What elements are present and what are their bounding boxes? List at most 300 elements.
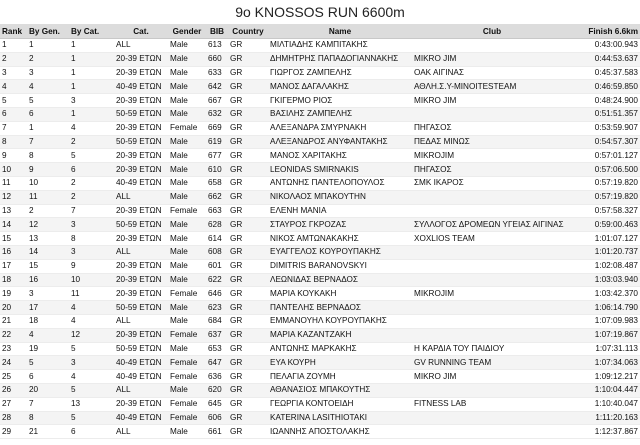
cell-finish: 0:53:59.907 bbox=[572, 121, 640, 135]
cell-rank: 28 bbox=[0, 411, 27, 425]
cell-category: 40-49 ΕΤΩΝ bbox=[114, 80, 168, 94]
cell-rank: 8 bbox=[0, 135, 27, 149]
table-row bbox=[0, 342, 640, 356]
cell-gender: Female bbox=[168, 287, 206, 301]
cell-rank: 4 bbox=[0, 80, 27, 94]
cell-bib: 632 bbox=[206, 107, 228, 121]
cell-rank: 15 bbox=[0, 232, 27, 246]
cell-by-gender: 6 bbox=[27, 107, 69, 121]
cell-name: ΓΙΩΡΓΟΣ ΖΑΜΠΕΛΗΣ bbox=[268, 66, 412, 80]
cell-gender: Female bbox=[168, 328, 206, 342]
cell-category: ALL bbox=[114, 314, 168, 328]
cell-name: ΕΥΑ ΚΟΥΡΗ bbox=[268, 356, 412, 370]
cell-club bbox=[412, 190, 572, 204]
table-row bbox=[0, 259, 640, 273]
cell-by-category: 4 bbox=[69, 370, 114, 384]
cell-bib: 633 bbox=[206, 66, 228, 80]
cell-by-category: 10 bbox=[69, 273, 114, 287]
cell-name: ΑΝΤΩΝΗΣ ΠΑΝΤΕΛΟΠΟΥΛΟΣ bbox=[268, 176, 412, 190]
cell-rank: 17 bbox=[0, 259, 27, 273]
cell-by-category: 13 bbox=[69, 397, 114, 411]
cell-country: GR bbox=[228, 107, 268, 121]
cell-by-category: 1 bbox=[69, 80, 114, 94]
cell-by-gender: 19 bbox=[27, 342, 69, 356]
cell-category: 50-59 ΕΤΩΝ bbox=[114, 301, 168, 315]
table-row bbox=[0, 314, 640, 328]
cell-by-gender: 17 bbox=[27, 301, 69, 315]
cell-country: GR bbox=[228, 245, 268, 259]
cell-by-category: 4 bbox=[69, 301, 114, 315]
col-header-country[interactable]: Country bbox=[228, 24, 268, 39]
cell-name: ΠΑΝΤΕΛΗΣ ΒΕΡΝΑΔΟΣ bbox=[268, 301, 412, 315]
cell-country: GR bbox=[228, 66, 268, 80]
col-header-bib[interactable]: BIB bbox=[206, 24, 228, 39]
cell-name: ΕΛΕΝΗ ΜΑΝΙΑ bbox=[268, 204, 412, 218]
cell-rank: 16 bbox=[0, 245, 27, 259]
cell-country: GR bbox=[228, 411, 268, 425]
cell-by-gender: 18 bbox=[27, 314, 69, 328]
cell-rank: 22 bbox=[0, 328, 27, 342]
cell-rank: 12 bbox=[0, 190, 27, 204]
cell-finish: 1:07:09.983 bbox=[572, 314, 640, 328]
cell-finish: 0:48:24.900 bbox=[572, 94, 640, 108]
cell-gender: Female bbox=[168, 121, 206, 135]
cell-by-category: 2 bbox=[69, 135, 114, 149]
cell-rank: 11 bbox=[0, 176, 27, 190]
cell-country: GR bbox=[228, 425, 268, 439]
cell-club: ΣΜΚ ΙΚΑΡΟΣ bbox=[412, 176, 572, 190]
cell-name: ΣΤΑΥΡΟΣ ΓΚΡΟΖΑΣ bbox=[268, 218, 412, 232]
cell-country: GR bbox=[228, 356, 268, 370]
cell-category: ALL bbox=[114, 245, 168, 259]
cell-bib: 606 bbox=[206, 411, 228, 425]
cell-gender: Male bbox=[168, 301, 206, 315]
cell-country: GR bbox=[228, 52, 268, 66]
cell-category: 20-39 ΕΤΩΝ bbox=[114, 397, 168, 411]
cell-club: Η ΚΑΡΔΙΑ ΤΟΥ ΠΑΙΔΙΟΥ bbox=[412, 342, 572, 356]
cell-name: DIMITRIS BARANOVSKYI bbox=[268, 259, 412, 273]
cell-finish: 0:57:58.327 bbox=[572, 204, 640, 218]
cell-bib: 623 bbox=[206, 301, 228, 315]
cell-finish: 0:57:01.127 bbox=[572, 149, 640, 163]
cell-finish: 0:59:00.463 bbox=[572, 218, 640, 232]
cell-by-category: 12 bbox=[69, 328, 114, 342]
cell-finish: 1:07:34.063 bbox=[572, 356, 640, 370]
cell-gender: Female bbox=[168, 411, 206, 425]
col-header-finish[interactable]: Finish 6.6km bbox=[572, 24, 640, 39]
cell-by-category: 11 bbox=[69, 287, 114, 301]
cell-by-gender: 7 bbox=[27, 397, 69, 411]
cell-country: GR bbox=[228, 80, 268, 94]
table-row bbox=[0, 94, 640, 108]
table-row bbox=[0, 425, 640, 439]
table-row bbox=[0, 370, 640, 384]
cell-by-category: 1 bbox=[69, 66, 114, 80]
cell-bib: 614 bbox=[206, 232, 228, 246]
cell-category: 20-39 ΕΤΩΝ bbox=[114, 259, 168, 273]
cell-by-category: 5 bbox=[69, 383, 114, 397]
table-row bbox=[0, 218, 640, 232]
cell-category: 50-59 ΕΤΩΝ bbox=[114, 135, 168, 149]
cell-by-category: 1 bbox=[69, 39, 114, 53]
cell-country: GR bbox=[228, 204, 268, 218]
cell-by-category: 3 bbox=[69, 245, 114, 259]
cell-name: ΜΑΡΙΑ ΚΑΖΑΝΤΖΑΚΗ bbox=[268, 328, 412, 342]
cell-gender: Male bbox=[168, 314, 206, 328]
cell-rank: 20 bbox=[0, 301, 27, 315]
cell-bib: 610 bbox=[206, 163, 228, 177]
cell-country: GR bbox=[228, 135, 268, 149]
cell-category: 40-49 ΕΤΩΝ bbox=[114, 356, 168, 370]
cell-category: 20-39 ΕΤΩΝ bbox=[114, 232, 168, 246]
cell-rank: 10 bbox=[0, 163, 27, 177]
table-row bbox=[0, 411, 640, 425]
cell-bib: 661 bbox=[206, 425, 228, 439]
cell-name: ΜΑΡΙΑ ΚΟΥΚΑΚΗ bbox=[268, 287, 412, 301]
cell-by-gender: 4 bbox=[27, 80, 69, 94]
cell-category: 40-49 ΕΤΩΝ bbox=[114, 411, 168, 425]
cell-finish: 0:45:37.583 bbox=[572, 66, 640, 80]
cell-category: 20-39 ΕΤΩΝ bbox=[114, 163, 168, 177]
col-header-name[interactable]: Name bbox=[268, 24, 412, 39]
cell-bib: 677 bbox=[206, 149, 228, 163]
cell-by-gender: 6 bbox=[27, 370, 69, 384]
table-row bbox=[0, 301, 640, 315]
cell-rank: 26 bbox=[0, 383, 27, 397]
cell-finish: 1:10:40.047 bbox=[572, 397, 640, 411]
cell-by-gender: 10 bbox=[27, 176, 69, 190]
cell-bib: 660 bbox=[206, 52, 228, 66]
cell-bib: 647 bbox=[206, 356, 228, 370]
cell-gender: Male bbox=[168, 94, 206, 108]
table-row bbox=[0, 39, 640, 53]
table-row bbox=[0, 232, 640, 246]
cell-country: GR bbox=[228, 218, 268, 232]
cell-gender: Male bbox=[168, 218, 206, 232]
col-header-rank[interactable]: Rank bbox=[0, 24, 27, 39]
cell-rank: 1 bbox=[0, 39, 27, 53]
cell-club: XOXLIOS TEAM bbox=[412, 232, 572, 246]
cell-bib: 684 bbox=[206, 314, 228, 328]
cell-category: ALL bbox=[114, 39, 168, 53]
cell-bib: 658 bbox=[206, 176, 228, 190]
cell-category: 20-39 ΕΤΩΝ bbox=[114, 273, 168, 287]
cell-bib: 669 bbox=[206, 121, 228, 135]
cell-club bbox=[412, 204, 572, 218]
results-table bbox=[0, 24, 640, 439]
cell-category: 20-39 ΕΤΩΝ bbox=[114, 52, 168, 66]
table-row bbox=[0, 80, 640, 94]
cell-name: ΓΕΩΡΓΙΑ ΚΟΝΤΟΕΙΔΗ bbox=[268, 397, 412, 411]
cell-finish: 1:10:04.447 bbox=[572, 383, 640, 397]
cell-country: GR bbox=[228, 121, 268, 135]
cell-rank: 9 bbox=[0, 149, 27, 163]
cell-by-gender: 21 bbox=[27, 425, 69, 439]
cell-rank: 19 bbox=[0, 287, 27, 301]
cell-bib: 646 bbox=[206, 287, 228, 301]
cell-finish: 0:57:19.820 bbox=[572, 190, 640, 204]
cell-gender: Male bbox=[168, 383, 206, 397]
cell-finish: 0:44:53.637 bbox=[572, 52, 640, 66]
results-body bbox=[0, 39, 640, 439]
cell-country: GR bbox=[228, 397, 268, 411]
table-header-row bbox=[0, 24, 640, 39]
cell-name: ΔΗΜΗΤΡΗΣ ΠΑΠΑΔΟΓΙΑΝΝΑΚΗΣ bbox=[268, 52, 412, 66]
cell-by-gender: 1 bbox=[27, 39, 69, 53]
cell-gender: Female bbox=[168, 370, 206, 384]
cell-category: ALL bbox=[114, 383, 168, 397]
cell-bib: 628 bbox=[206, 218, 228, 232]
cell-club: MIKRO JIM bbox=[412, 52, 572, 66]
cell-club: MIKRO JIM bbox=[412, 370, 572, 384]
cell-category: 50-59 ΕΤΩΝ bbox=[114, 342, 168, 356]
cell-by-category: 1 bbox=[69, 52, 114, 66]
cell-by-gender: 14 bbox=[27, 245, 69, 259]
col-header-club[interactable]: Club bbox=[412, 24, 572, 39]
cell-by-gender: 7 bbox=[27, 135, 69, 149]
cell-rank: 7 bbox=[0, 121, 27, 135]
cell-gender: Male bbox=[168, 176, 206, 190]
cell-by-gender: 11 bbox=[27, 190, 69, 204]
table-row bbox=[0, 135, 640, 149]
cell-name: ΝΙΚΟΣ ΑΜΤΩΝΑΚΑΚΗΣ bbox=[268, 232, 412, 246]
cell-club bbox=[412, 383, 572, 397]
col-header-by-category[interactable]: By Cat. bbox=[69, 24, 114, 39]
cell-bib: 663 bbox=[206, 204, 228, 218]
cell-bib: 642 bbox=[206, 80, 228, 94]
cell-by-gender: 13 bbox=[27, 232, 69, 246]
cell-club bbox=[412, 245, 572, 259]
cell-by-category: 3 bbox=[69, 94, 114, 108]
cell-club: MIKRO JIM bbox=[412, 94, 572, 108]
cell-gender: Male bbox=[168, 342, 206, 356]
cell-name: KATERINA LASITHIOTAKI bbox=[268, 411, 412, 425]
cell-finish: 1:03:42.370 bbox=[572, 287, 640, 301]
cell-country: GR bbox=[228, 287, 268, 301]
cell-by-gender: 8 bbox=[27, 149, 69, 163]
cell-country: GR bbox=[228, 190, 268, 204]
cell-rank: 29 bbox=[0, 425, 27, 439]
cell-by-gender: 3 bbox=[27, 287, 69, 301]
cell-name: ΑΛΕΞΑΝΔΡΑ ΣΜΥΡΝΑΚΗ bbox=[268, 121, 412, 135]
cell-gender: Male bbox=[168, 149, 206, 163]
cell-finish: 1:02:08.487 bbox=[572, 259, 640, 273]
cell-name: ΜΑΝΟΣ ΔΑΓΑΛΑΚΗΣ bbox=[268, 80, 412, 94]
cell-gender: Female bbox=[168, 397, 206, 411]
table-row bbox=[0, 176, 640, 190]
cell-name: ΑΝΤΩΝΗΣ ΜΑΡΚΑΚΗΣ bbox=[268, 342, 412, 356]
cell-club bbox=[412, 259, 572, 273]
table-row bbox=[0, 52, 640, 66]
cell-by-gender: 16 bbox=[27, 273, 69, 287]
cell-name: ΜΙΛΤΙΑΔΗΣ ΚΑΜΠΙΤΑΚΗΣ bbox=[268, 39, 412, 53]
cell-bib: 636 bbox=[206, 370, 228, 384]
cell-category: 40-49 ΕΤΩΝ bbox=[114, 176, 168, 190]
cell-rank: 14 bbox=[0, 218, 27, 232]
cell-bib: 653 bbox=[206, 342, 228, 356]
cell-by-gender: 15 bbox=[27, 259, 69, 273]
cell-by-category: 3 bbox=[69, 356, 114, 370]
table-row bbox=[0, 397, 640, 411]
cell-by-category: 6 bbox=[69, 425, 114, 439]
table-row bbox=[0, 245, 640, 259]
table-row bbox=[0, 356, 640, 370]
table-row bbox=[0, 383, 640, 397]
cell-category: 20-39 ΕΤΩΝ bbox=[114, 149, 168, 163]
cell-country: GR bbox=[228, 94, 268, 108]
cell-gender: Male bbox=[168, 259, 206, 273]
cell-by-category: 5 bbox=[69, 149, 114, 163]
cell-finish: 1:07:31.113 bbox=[572, 342, 640, 356]
cell-bib: 619 bbox=[206, 135, 228, 149]
cell-by-category: 8 bbox=[69, 232, 114, 246]
cell-category: 40-49 ΕΤΩΝ bbox=[114, 370, 168, 384]
cell-name: ΒΑΣΙΛΗΣ ΖΑΜΠΕΛΗΣ bbox=[268, 107, 412, 121]
cell-name: LEONIDAS SMIRNAKIS bbox=[268, 163, 412, 177]
cell-bib: 662 bbox=[206, 190, 228, 204]
cell-country: GR bbox=[228, 232, 268, 246]
cell-country: GR bbox=[228, 273, 268, 287]
cell-rank: 21 bbox=[0, 314, 27, 328]
cell-by-category: 4 bbox=[69, 314, 114, 328]
cell-club bbox=[412, 39, 572, 53]
cell-club: ΠΗΓΑΣΟΣ bbox=[412, 121, 572, 135]
cell-club: GV RUNNING TEAM bbox=[412, 356, 572, 370]
cell-by-gender: 8 bbox=[27, 411, 69, 425]
table-row bbox=[0, 287, 640, 301]
cell-gender: Male bbox=[168, 232, 206, 246]
cell-bib: 620 bbox=[206, 383, 228, 397]
cell-category: 20-39 ΕΤΩΝ bbox=[114, 94, 168, 108]
cell-club bbox=[412, 107, 572, 121]
table-row bbox=[0, 66, 640, 80]
cell-name: ΕΥΑΓΓΕΛΟΣ ΚΟΥΡΟΥΠΑΚΗΣ bbox=[268, 245, 412, 259]
cell-country: GR bbox=[228, 342, 268, 356]
cell-rank: 3 bbox=[0, 66, 27, 80]
cell-club bbox=[412, 301, 572, 315]
cell-bib: 608 bbox=[206, 245, 228, 259]
cell-country: GR bbox=[228, 163, 268, 177]
cell-by-category: 6 bbox=[69, 163, 114, 177]
table-row bbox=[0, 121, 640, 135]
cell-name: ΜΑΝΟΣ ΧΑΡΙΤΑΚΗΣ bbox=[268, 149, 412, 163]
cell-finish: 1:07:19.867 bbox=[572, 328, 640, 342]
cell-finish: 1:12:37.867 bbox=[572, 425, 640, 439]
cell-by-gender: 5 bbox=[27, 356, 69, 370]
cell-name: ΑΛΕΞΑΝΔΡΟΣ ΑΝΥΦΑΝΤΑΚΗΣ bbox=[268, 135, 412, 149]
cell-club: ΑΘΛΗ.Σ.Υ-MINOITESTEAM bbox=[412, 80, 572, 94]
table-row bbox=[0, 273, 640, 287]
cell-by-category: 1 bbox=[69, 107, 114, 121]
cell-name: ΛΕΩΝΙΔΑΣ ΒΕΡΝΑΔΟΣ bbox=[268, 273, 412, 287]
cell-finish: 1:09:12.217 bbox=[572, 370, 640, 384]
cell-by-category: 5 bbox=[69, 342, 114, 356]
cell-country: GR bbox=[228, 149, 268, 163]
cell-bib: 601 bbox=[206, 259, 228, 273]
cell-bib: 637 bbox=[206, 328, 228, 342]
cell-finish: 0:43:00.943 bbox=[572, 39, 640, 53]
cell-name: ΑΘΑΝΑΣΙΟΣ ΜΠΑΚΟΥΤΗΣ bbox=[268, 383, 412, 397]
cell-club: ΟΑΚ ΑΙΓΙΝΑΣ bbox=[412, 66, 572, 80]
cell-club bbox=[412, 314, 572, 328]
cell-category: 20-39 ΕΤΩΝ bbox=[114, 287, 168, 301]
cell-gender: Male bbox=[168, 245, 206, 259]
cell-finish: 1:11:20.163 bbox=[572, 411, 640, 425]
cell-by-category: 9 bbox=[69, 259, 114, 273]
cell-category: 20-39 ΕΤΩΝ bbox=[114, 204, 168, 218]
cell-gender: Male bbox=[168, 107, 206, 121]
cell-finish: 0:51:51.357 bbox=[572, 107, 640, 121]
table-row bbox=[0, 163, 640, 177]
cell-country: GR bbox=[228, 301, 268, 315]
table-row bbox=[0, 149, 640, 163]
cell-country: GR bbox=[228, 370, 268, 384]
cell-gender: Female bbox=[168, 356, 206, 370]
cell-category: 20-39 ΕΤΩΝ bbox=[114, 328, 168, 342]
cell-bib: 622 bbox=[206, 273, 228, 287]
cell-country: GR bbox=[228, 176, 268, 190]
cell-country: GR bbox=[228, 314, 268, 328]
cell-club bbox=[412, 273, 572, 287]
cell-bib: 645 bbox=[206, 397, 228, 411]
cell-club: FITNESS LAB bbox=[412, 397, 572, 411]
cell-gender: Male bbox=[168, 66, 206, 80]
cell-by-category: 4 bbox=[69, 121, 114, 135]
cell-finish: 0:46:59.850 bbox=[572, 80, 640, 94]
cell-finish: 0:57:19.820 bbox=[572, 176, 640, 190]
cell-gender: Male bbox=[168, 39, 206, 53]
cell-rank: 23 bbox=[0, 342, 27, 356]
col-header-by-gender[interactable]: By Gen. bbox=[27, 24, 69, 39]
cell-name: ΠΕΛΑΓΙΑ ΖΟΥΜΗ bbox=[268, 370, 412, 384]
cell-bib: 667 bbox=[206, 94, 228, 108]
table-row bbox=[0, 204, 640, 218]
cell-category: 50-59 ΕΤΩΝ bbox=[114, 107, 168, 121]
cell-gender: Female bbox=[168, 204, 206, 218]
cell-rank: 25 bbox=[0, 370, 27, 384]
cell-club: MIKROJIM bbox=[412, 149, 572, 163]
cell-finish: 1:03:03.940 bbox=[572, 273, 640, 287]
cell-finish: 1:01:07.127 bbox=[572, 232, 640, 246]
table-row bbox=[0, 328, 640, 342]
cell-rank: 13 bbox=[0, 204, 27, 218]
col-header-category[interactable]: Cat. bbox=[114, 24, 168, 39]
cell-name: ΙΩΑΝΝΗΣ ΑΠΟΣΤΟΛΑΚΗΣ bbox=[268, 425, 412, 439]
cell-by-gender: 2 bbox=[27, 52, 69, 66]
cell-country: GR bbox=[228, 383, 268, 397]
cell-gender: Male bbox=[168, 190, 206, 204]
cell-country: GR bbox=[228, 328, 268, 342]
cell-finish: 1:06:14.790 bbox=[572, 301, 640, 315]
cell-country: GR bbox=[228, 39, 268, 53]
cell-rank: 24 bbox=[0, 356, 27, 370]
cell-by-gender: 4 bbox=[27, 328, 69, 342]
cell-category: ALL bbox=[114, 425, 168, 439]
cell-rank: 18 bbox=[0, 273, 27, 287]
cell-club: ΠΗΓΑΣΟΣ bbox=[412, 163, 572, 177]
cell-rank: 5 bbox=[0, 94, 27, 108]
col-header-gender[interactable]: Gender bbox=[168, 24, 206, 39]
cell-gender: Male bbox=[168, 425, 206, 439]
cell-country: GR bbox=[228, 259, 268, 273]
cell-name: ΕΜΜΑΝΟΥΗΛ ΚΟΥΡΟΥΠΑΚΗΣ bbox=[268, 314, 412, 328]
cell-finish: 0:57:06.500 bbox=[572, 163, 640, 177]
cell-club: ΣΥΛΛΟΓΟΣ ΔΡΟΜΕΩΝ ΥΓΕΙΑΣ ΑΙΓΙΝΑΣ bbox=[412, 218, 572, 232]
cell-by-gender: 1 bbox=[27, 121, 69, 135]
cell-category: 50-59 ΕΤΩΝ bbox=[114, 218, 168, 232]
table-row bbox=[0, 107, 640, 121]
cell-by-gender: 12 bbox=[27, 218, 69, 232]
